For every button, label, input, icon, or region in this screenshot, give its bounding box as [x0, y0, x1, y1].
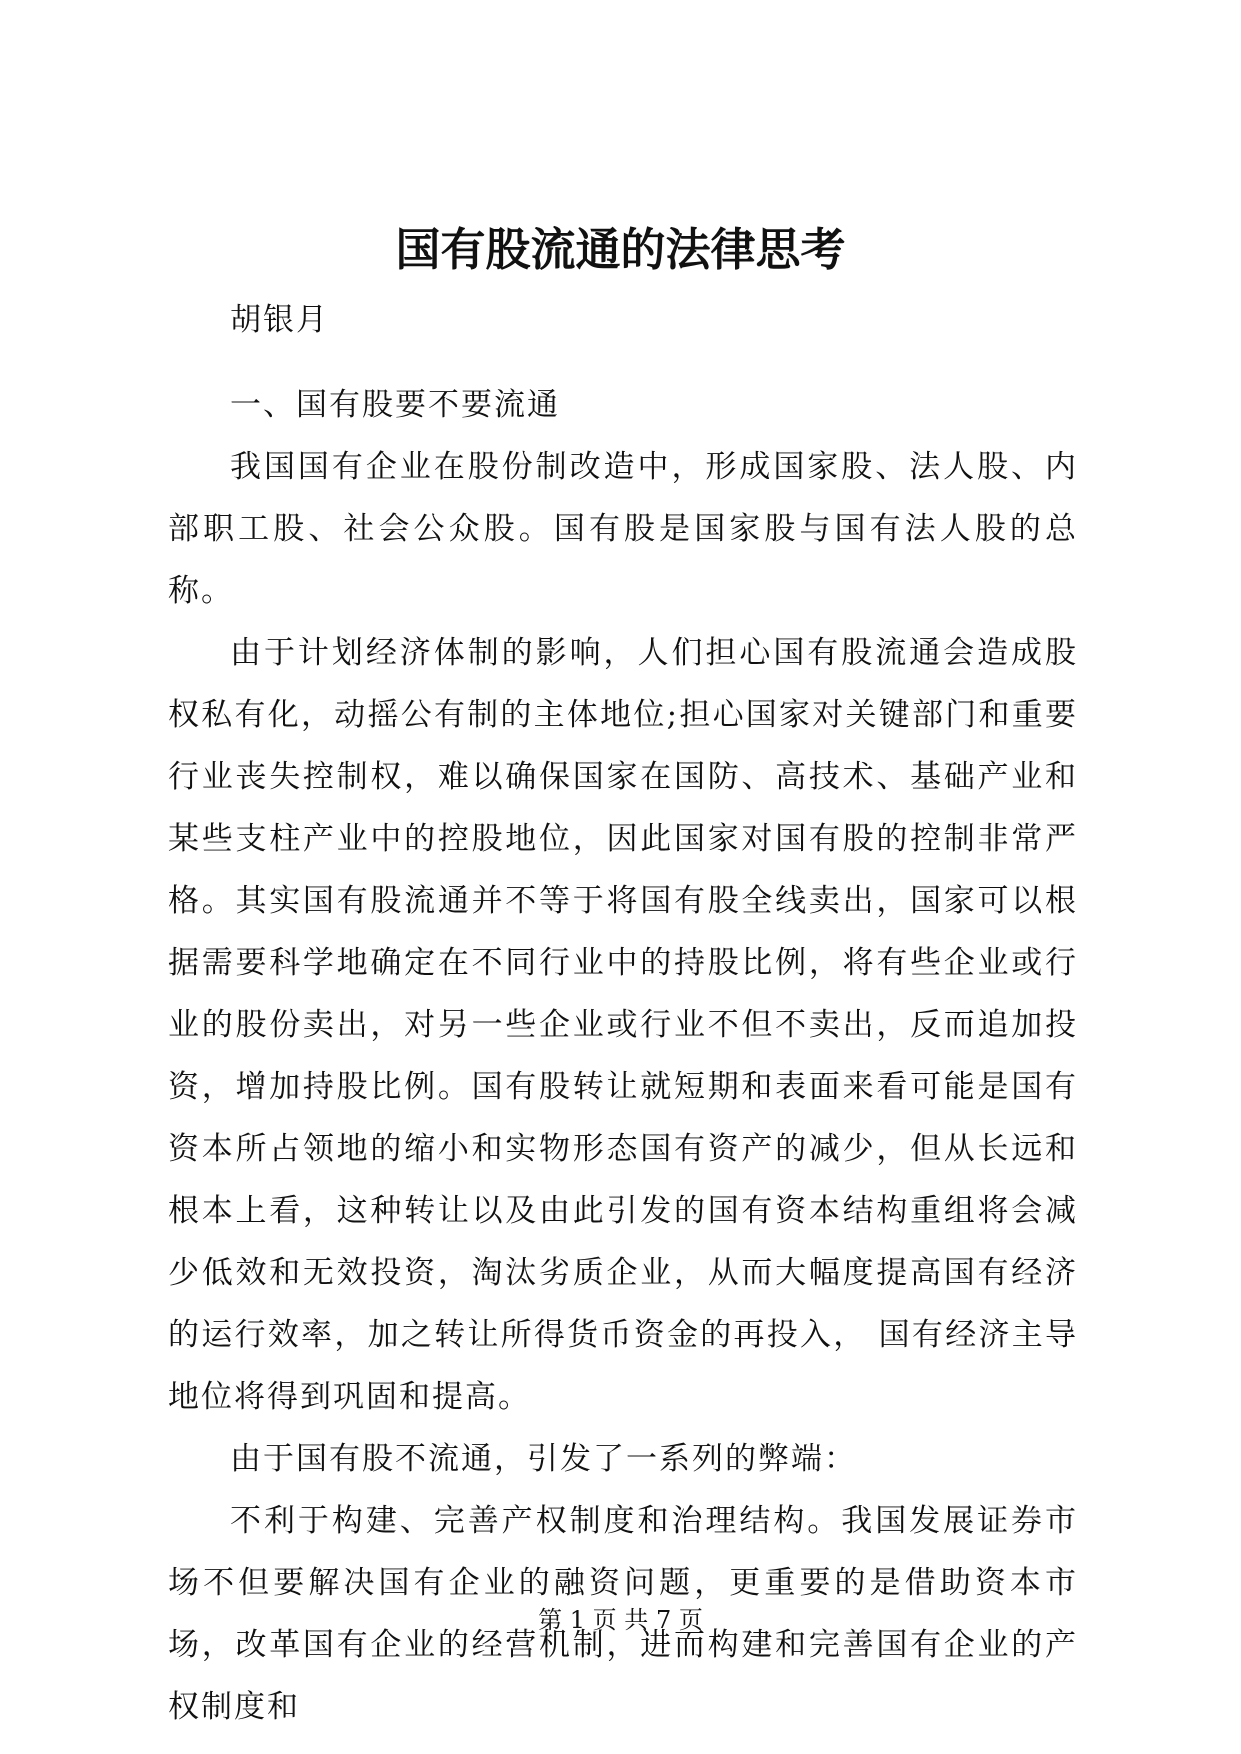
document-title: 国有股流通的法律思考: [395, 223, 846, 276]
body-paragraph: 不利于构建、完善产权制度和治理结构。我国发展证券市场不但要解决国有企业的融资问题，更重要的是借助资本市场，改革国有企业的经营机制，进而构建和完善国有企业的产权制度和: [168, 1503, 1078, 1725]
body-paragraph: 由于国有股不流通，引发了一系列的弊端：: [230, 1441, 857, 1477]
page-footer: 第 1 页 共 7 页: [538, 1606, 703, 1634]
author-line: [168, 289, 1078, 351]
body-paragraph: 由于计划经济体制的影响，人们担心国有股流通会造成股权私有化，动摇公有制的主体地位;担心国家对关键部门和重要行业丧失控制权，难以确保国家在国防、高技术、基础产业和某些支柱产业中的控股地位，因此国家对国有股的控制非常严格。其实国有股流通并不等于将国有股全线卖出，国家可以根据需要科学地确定在不同行业中的持股比例，将有些企业或行业的股份卖出，对另一些企业或行业不但不卖出，反而追加投资，增加持股比例。国有股转让就短期和表面来看可能是国有资本所占领地的缩小和实物形态国有资产的减少，但从长远和根本上看，这种转让以及由此引发的国有资本结构重组将会减少低效和无效投资，淘汰劣质企业，从而大幅度提高国有经济的运行效率，加之转让所得货币资金的再投入， 国有经济主导地位将得到巩固和提高。: [168, 635, 1078, 1415]
document-body: [168, 374, 1078, 1738]
body-paragraph: 我国国有企业在股份制改造中，形成国家股、法人股、内部职工股、社会公众股。国有股是国家股与国有法人股的总称。: [168, 449, 1078, 609]
author-name: 胡银月: [230, 302, 329, 338]
section-heading: 一、国有股要不要流通: [230, 387, 560, 423]
